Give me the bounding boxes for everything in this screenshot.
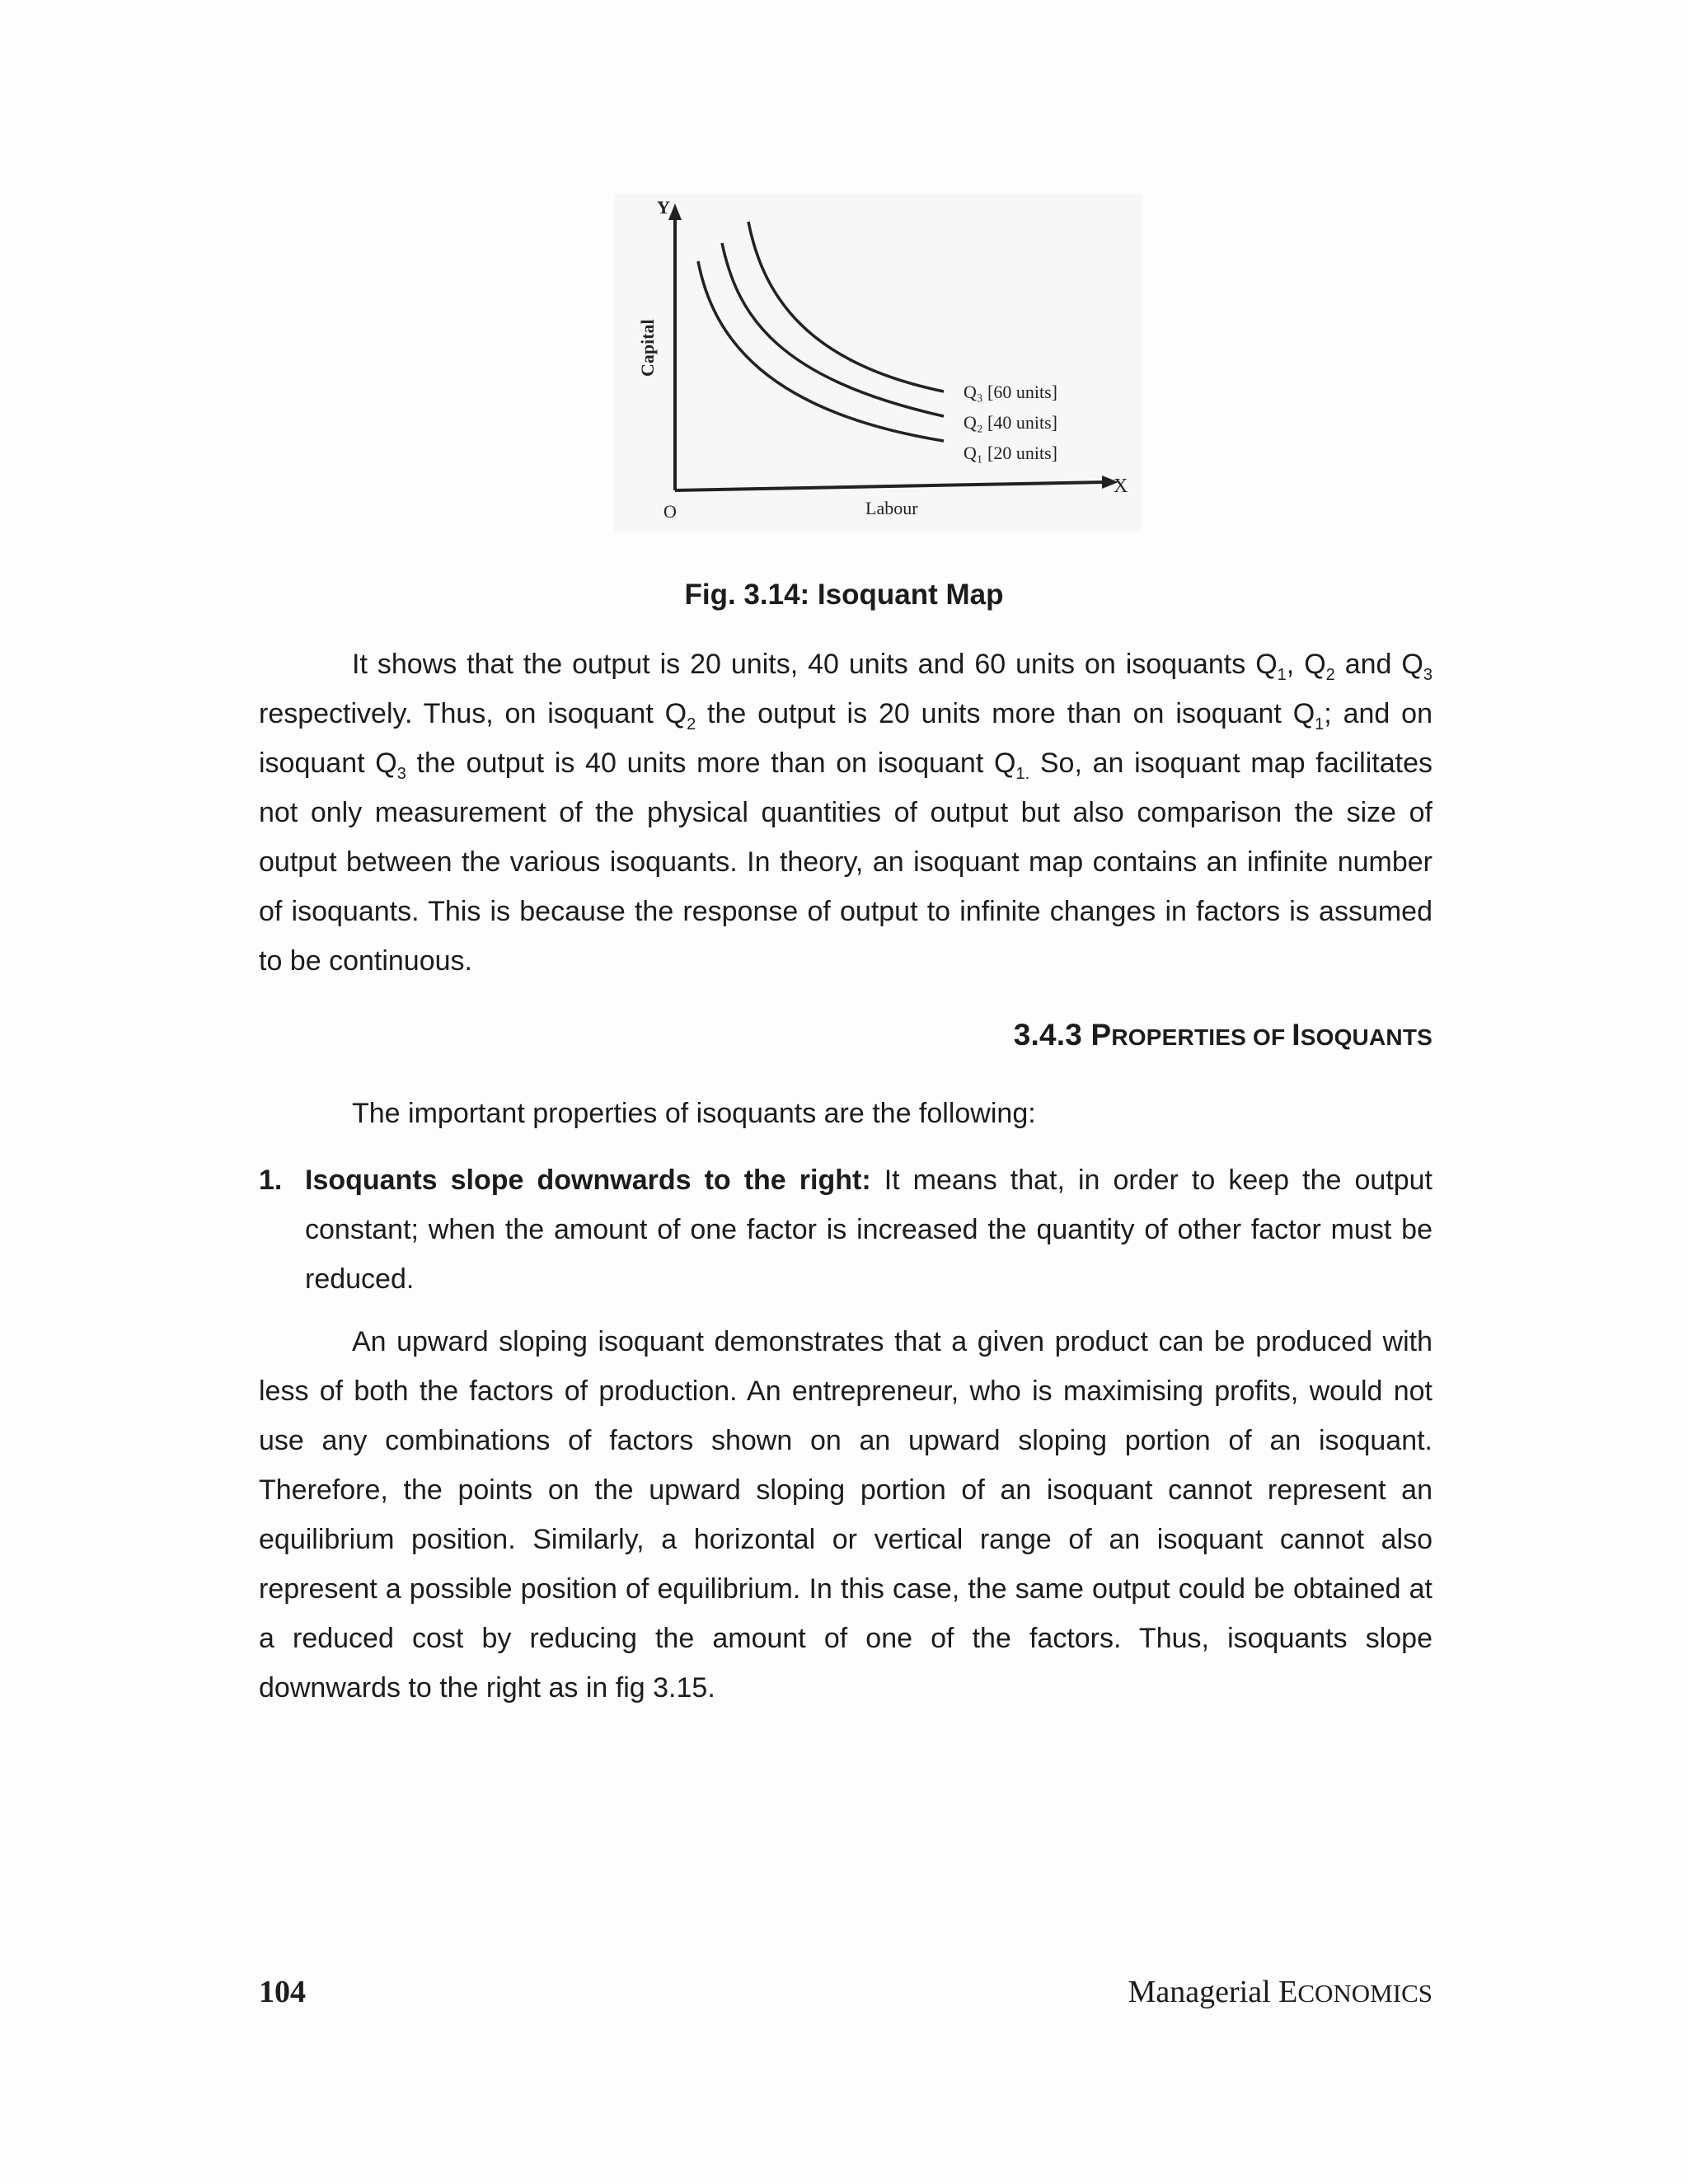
property-list-item-1: [259, 1155, 1432, 1304]
y-axis-label: Capital: [637, 319, 658, 377]
x-axis-label: Labour: [865, 498, 918, 518]
x-axis-letter: X: [1114, 476, 1128, 497]
curve-label-q1: Q₁ [20 units]: [964, 443, 1057, 463]
isoquant-figure: [614, 194, 1142, 532]
list-item-title: Isoquants slope downwards to the right:: [305, 1165, 871, 1196]
y-axis-arrow: [668, 204, 682, 220]
isoquant-curve-q2: [722, 243, 944, 416]
list-number: 1.: [259, 1165, 283, 1196]
curve-label-q3: Q₃ [60 units]: [964, 382, 1057, 402]
book-title: Managerial ECONOMICS: [1128, 1975, 1432, 2009]
x-axis: [675, 482, 1104, 490]
properties-intro: The important properties of isoquants are the following:: [352, 1098, 1036, 1129]
curve-label-q2: Q₂ [40 units]: [964, 412, 1057, 433]
isoquant-curve-q3: [748, 222, 944, 391]
list-item-text: It means that, in order to keep the output constant; when the amount of one factor is increased the quantity of other factor must be reduced.: [305, 1165, 1432, 1295]
origin-label: O: [663, 501, 677, 522]
page-number: 104: [259, 1975, 306, 2009]
paragraph-upward-sloping: An upward sloping isoquant demonstrates that a given product can be produced with less of both the factors of production. An entrepreneur, who is maximising profits, would not use any combinations of factors shown on an upward sloping portion of an isoquant. Therefore, the points on the upward sloping portion of an isoquant cannot represent an equilibrium position. Similarly, a horizontal or vertical range of an isoquant cannot also represent a possible position of equilibrium. In this case, the same output could be obtained at a reduced cost by reducing the amount of one of the factors. Thus, isoquants slope downwards to the right as in fig 3.15.: [259, 1326, 1432, 1704]
isoquant-map-chart: [614, 194, 1142, 532]
paragraph-isoquant-map: It shows that the output is 20 units, 40 units and 60 units on isoquants $Q_1$, $Q_2$ and $Q_3$ respectively. Thus, on isoquant $Q_2$ the output is 20 units more than on isoquant $Q_1$; and on isoquant $Q_3$ the output is 40 units more than on isoquant $Q_{1.}$ So, an isoquant map facilitates not only measurement of the physical quantities of output but also comparison the size of output between the various isoquants. In theory, an isoquant map contains an infinite number of isoquants. This is because the response of output to infinite changes in factors is assumed to be continuous.: [259, 649, 1432, 977]
figure-caption: Fig. 3.14: Isoquant Map: [684, 579, 1004, 611]
section-heading: 3.4.3 PROPERTIES OF ISOQUANTS: [1013, 1018, 1432, 1052]
y-axis-letter: Y: [657, 197, 670, 218]
